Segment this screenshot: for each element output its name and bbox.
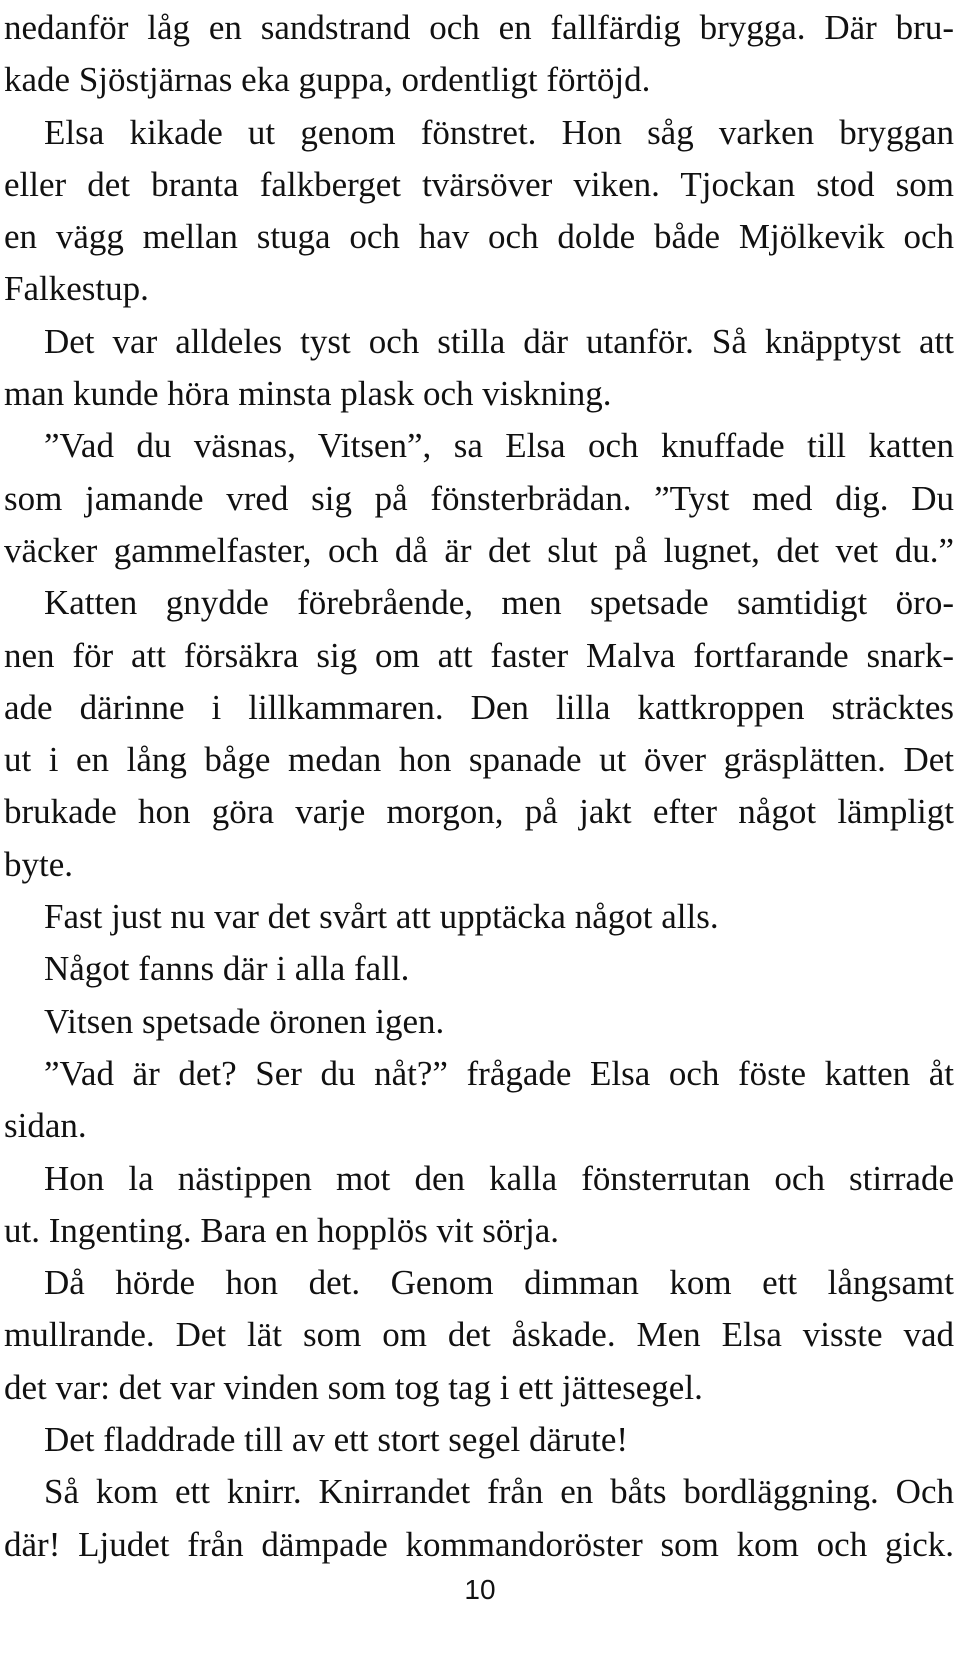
text-line: byte. bbox=[4, 844, 74, 884]
text-line: som jamande vred sig på fönsterbrädan. ”Tyst med dig. Du bbox=[4, 478, 954, 518]
text-line: nen för att försäkra sig om att faster Malva fortfarande snark- bbox=[4, 635, 954, 675]
page-number: 10 bbox=[464, 1574, 496, 1605]
text-line: en vägg mellan stuga och hav och dolde både Mjölkevik och bbox=[4, 217, 954, 257]
text-line: Det var alldeles tyst och stilla där utanför. Så knäpptyst att bbox=[44, 321, 954, 361]
text-line: Vitsen spetsade öronen igen. bbox=[44, 1001, 445, 1041]
body-text bbox=[4, 0, 954, 1571]
text-line: där! Ljudet från dämpade kommandoröster som kom och gick. bbox=[4, 1524, 954, 1564]
text-line: nedanför låg en sandstrand och en fallfärdig brygga. Där bru- bbox=[4, 8, 954, 47]
text-line: mullrande. Det lät som om det åskade. Men Elsa visste vad bbox=[4, 1315, 954, 1355]
text-line: brukade hon göra varje morgon, på jakt efter något lämpligt bbox=[4, 792, 954, 832]
text-line: ”Vad du väsnas, Vitsen”, sa Elsa och knuffade till katten bbox=[44, 426, 954, 466]
text-line: Så kom ett knirr. Knirrandet från en båts bordläggning. Och bbox=[44, 1472, 954, 1512]
text-line: Hon la nästippen mot den kalla fönsterrutan och stirrade bbox=[44, 1158, 954, 1198]
text-line: Det fladdrade till av ett stort segel därute! bbox=[44, 1420, 629, 1460]
text-line: Något fanns där i alla fall. bbox=[44, 949, 410, 989]
text-line: Fast just nu var det svårt att upptäcka något alls. bbox=[44, 897, 719, 937]
text-line: man kunde höra minsta plask och viskning. bbox=[4, 374, 612, 414]
text-line: väcker gammelfaster, och då är det slut på lugnet, det vet du.” bbox=[4, 530, 954, 570]
text-line: sidan. bbox=[4, 1106, 87, 1146]
text-line: Falkestup. bbox=[4, 269, 149, 309]
text-line: eller det branta falkberget tvärsöver viken. Tjockan stod som bbox=[4, 164, 954, 204]
text-line: Katten gnydde förebrående, men spetsade samtidigt öro- bbox=[44, 583, 954, 623]
text-line: kade Sjöstjärnas eka guppa, ordentligt förtöjd. bbox=[4, 60, 651, 100]
text-line: Elsa kikade ut genom fönstret. Hon såg varken bryggan bbox=[44, 112, 954, 152]
text-line: ut. Ingenting. Bara en hopplös vit sörja. bbox=[4, 1210, 560, 1250]
text-line: ut i en lång båge medan hon spanade ut över gräsplätten. Det bbox=[4, 740, 954, 780]
text-line: ade därinne i lillkammaren. Den lilla kattkroppen sträcktes bbox=[4, 687, 954, 727]
text-line: Då hörde hon det. Genom dimman kom ett långsamt bbox=[44, 1263, 954, 1303]
text-line: det var: det var vinden som tog tag i ett jättesegel. bbox=[4, 1367, 703, 1407]
text-line: ”Vad är det? Ser du nåt?” frågade Elsa och föste katten åt bbox=[44, 1053, 954, 1093]
